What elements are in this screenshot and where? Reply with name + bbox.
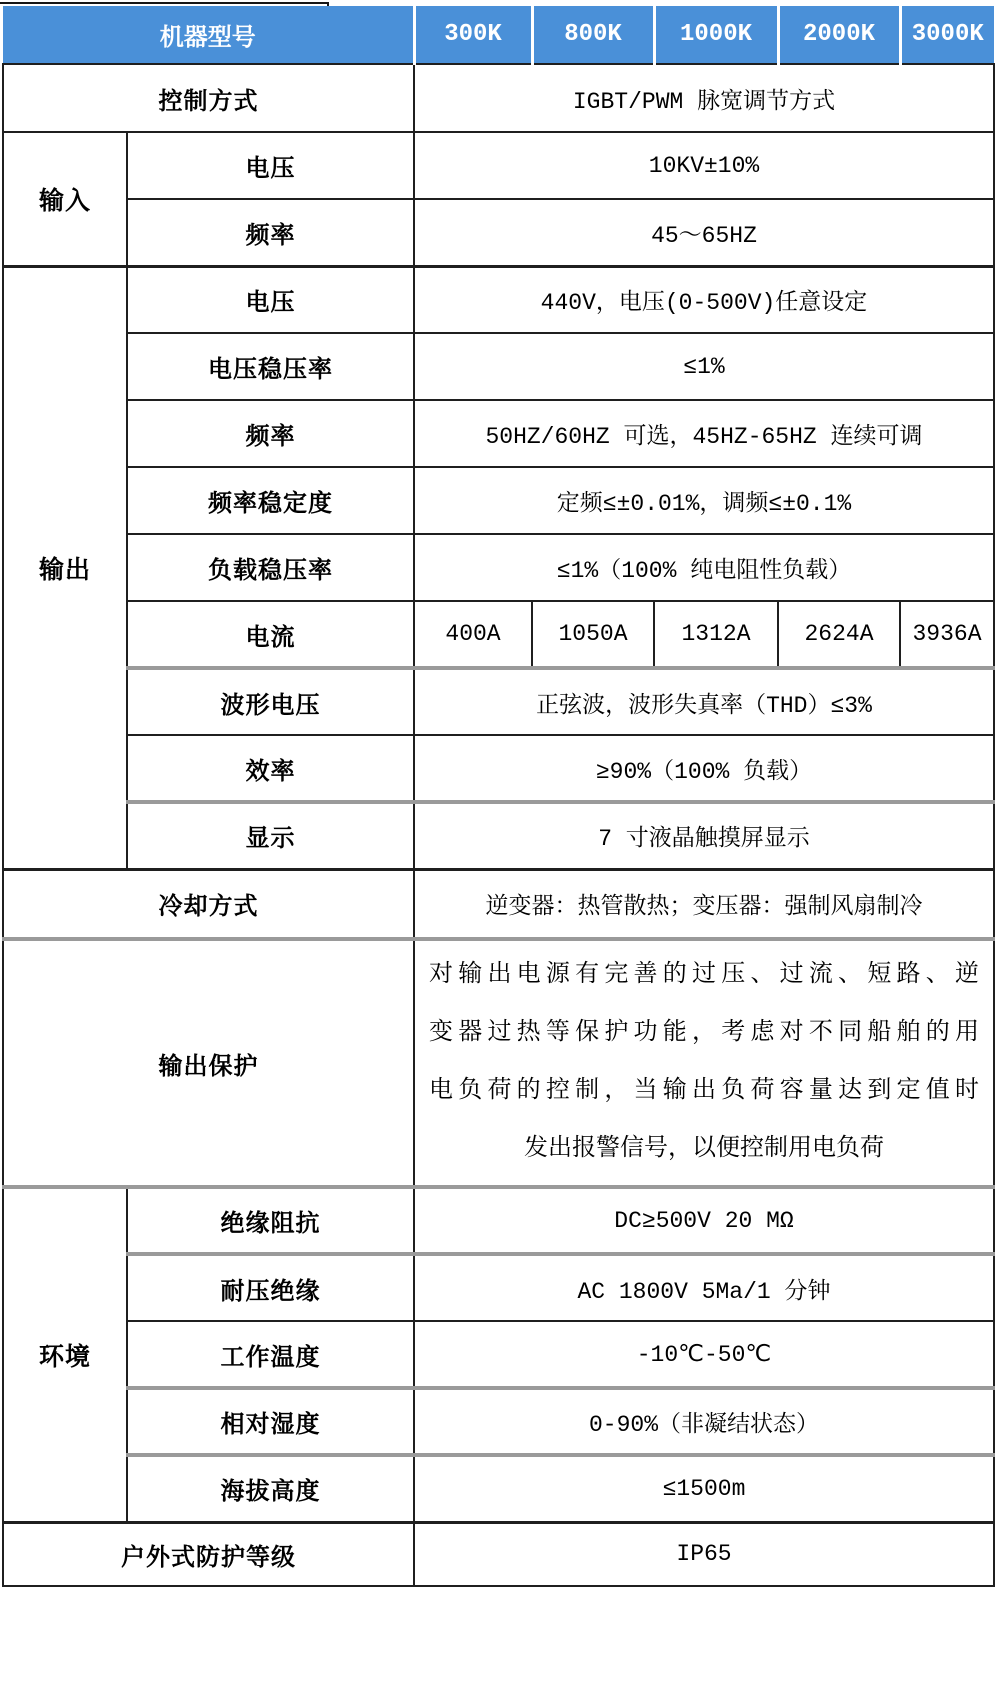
voltage-regulation-label: 电压稳压率 (127, 333, 414, 400)
output-protection-line-2: 变器过热等保护功能，考虑对不同船舶的用 (429, 1020, 979, 1047)
outdoor-protection-grade-label: 户外式防护等级 (3, 1522, 414, 1586)
output-current-2000k: 2624A (778, 601, 900, 668)
output-group-label: 输出 (3, 266, 127, 869)
row-cooling-method (3, 869, 994, 939)
output-protection-line-3: 电负荷的控制，当输出负荷容量达到定值时 (429, 1078, 979, 1105)
spec-table (2, 6, 995, 1587)
relative-humidity-label: 相对湿度 (127, 1388, 414, 1455)
header-model-800k: 800K (532, 6, 654, 64)
load-regulation-value: ≤1%（100% 纯电阻性负载） (414, 534, 994, 601)
output-current-800k: 1050A (532, 601, 654, 668)
output-voltage-value: 440V，电压(0-500V)任意设定 (414, 266, 994, 333)
input-voltage-value: 10KV±10% (414, 132, 994, 199)
frequency-stability-label: 频率稳定度 (127, 467, 414, 534)
row-load-regulation (3, 534, 994, 601)
relative-humidity-value: 0-90%（非凝结状态） (414, 1388, 994, 1455)
output-voltage-label: 电压 (127, 266, 414, 333)
load-regulation-label: 负载稳压率 (127, 534, 414, 601)
row-efficiency (3, 735, 994, 802)
altitude-value: ≤1500m (414, 1455, 994, 1522)
row-control-method (3, 64, 994, 132)
row-input-voltage (3, 132, 994, 199)
control-method-label: 控制方式 (3, 64, 414, 132)
row-output-frequency (3, 400, 994, 467)
output-current-3000k: 3936A (900, 601, 994, 668)
working-temperature-label: 工作温度 (127, 1321, 414, 1388)
row-insulation-impedance (3, 1187, 994, 1254)
input-frequency-value: 45～65HZ (414, 199, 994, 266)
outdoor-protection-grade-value: IP65 (414, 1522, 994, 1586)
waveform-voltage-value: 正弦波，波形失真率（THD）≤3% (414, 668, 994, 735)
row-output-protection (3, 939, 994, 1187)
output-protection-line-1: 对输出电源有完善的过压、过流、短路、逆 (429, 962, 979, 989)
frequency-stability-value: 定频≤±0.01%，调频≤±0.1% (414, 467, 994, 534)
voltage-regulation-value: ≤1% (414, 333, 994, 400)
environment-group-label: 环境 (3, 1187, 127, 1522)
header-model-300k: 300K (414, 6, 532, 64)
output-protection-value (414, 939, 994, 1187)
row-relative-humidity (3, 1388, 994, 1455)
output-current-1000k: 1312A (654, 601, 778, 668)
header-model-1000k: 1000K (654, 6, 778, 64)
output-frequency-label: 频率 (127, 400, 414, 467)
row-working-temperature (3, 1321, 994, 1388)
row-display (3, 802, 994, 869)
header-model-3000k: 3000K (900, 6, 994, 64)
row-output-current (3, 601, 994, 668)
input-group-label: 输入 (3, 132, 127, 266)
row-waveform-voltage (3, 668, 994, 735)
top-partial-border-line (0, 2, 329, 4)
output-current-label: 电流 (127, 601, 414, 668)
altitude-label: 海拔高度 (127, 1455, 414, 1522)
input-voltage-label: 电压 (127, 132, 414, 199)
output-protection-line-4: 发出报警信号，以便控制用电负荷 (524, 1136, 884, 1163)
cooling-method-value: 逆变器：热管散热；变压器：强制风扇制冷 (414, 869, 994, 939)
efficiency-value: ≥90%（100% 负载） (414, 735, 994, 802)
output-protection-label: 输出保护 (3, 939, 414, 1187)
row-voltage-regulation (3, 333, 994, 400)
withstand-insulation-label: 耐压绝缘 (127, 1254, 414, 1321)
control-method-value: IGBT/PWM 脉宽调节方式 (414, 64, 994, 132)
output-frequency-value: 50HZ/60HZ 可选，45HZ-65HZ 连续可调 (414, 400, 994, 467)
insulation-impedance-label: 绝缘阻抗 (127, 1187, 414, 1254)
row-input-frequency (3, 199, 994, 266)
header-row (3, 6, 994, 64)
row-frequency-stability (3, 467, 994, 534)
cooling-method-label: 冷却方式 (3, 869, 414, 939)
row-output-voltage (3, 266, 994, 333)
insulation-impedance-value: DC≥500V 20 MΩ (414, 1187, 994, 1254)
input-frequency-label: 频率 (127, 199, 414, 266)
header-model-2000k: 2000K (778, 6, 900, 64)
header-model-label: 机器型号 (3, 6, 414, 64)
output-current-300k: 400A (414, 601, 532, 668)
display-label: 显示 (127, 802, 414, 869)
spec-table-container (2, 6, 995, 1587)
withstand-insulation-value: AC 1800V 5Ma/1 分钟 (414, 1254, 994, 1321)
row-altitude (3, 1455, 994, 1522)
display-value: 7 寸液晶触摸屏显示 (414, 802, 994, 869)
working-temperature-value: -10℃-50℃ (414, 1321, 994, 1388)
efficiency-label: 效率 (127, 735, 414, 802)
row-outdoor-protection-grade (3, 1522, 994, 1586)
row-withstand-insulation (3, 1254, 994, 1321)
waveform-voltage-label: 波形电压 (127, 668, 414, 735)
